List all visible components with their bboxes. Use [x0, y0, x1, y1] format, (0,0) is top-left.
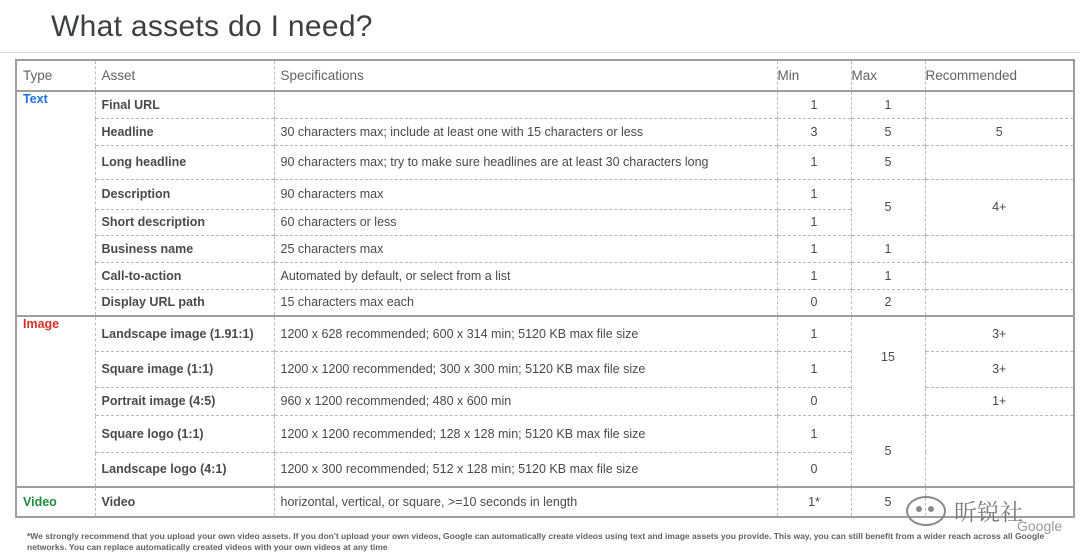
asset-min: 0 — [777, 289, 851, 316]
asset-name: Video — [95, 487, 274, 517]
asset-name: Call-to-action — [95, 262, 274, 289]
type-video-label: Video — [16, 487, 95, 517]
wechat-logo-icon — [906, 496, 946, 526]
asset-spec: 25 characters max — [274, 235, 777, 262]
asset-max: 5 — [851, 118, 925, 145]
table-row — [16, 262, 1074, 289]
asset-max: 5 — [851, 487, 925, 517]
asset-name: Long headline — [95, 145, 274, 179]
asset-recommended: 4+ — [925, 179, 1074, 235]
asset-min: 1 — [777, 235, 851, 262]
header-type: Type — [16, 60, 95, 91]
asset-min: 1 — [777, 209, 851, 235]
asset-max: 5 — [851, 179, 925, 235]
asset-min: 1 — [777, 262, 851, 289]
asset-min: 0 — [777, 387, 851, 415]
title-divider — [0, 52, 1080, 53]
asset-recommended — [925, 145, 1074, 179]
asset-min: 1 — [777, 415, 851, 452]
asset-recommended: 3+ — [925, 351, 1074, 387]
table-header-row — [16, 60, 1074, 91]
asset-max: 5 — [851, 415, 925, 487]
table-row — [16, 235, 1074, 262]
header-max: Max — [851, 60, 925, 91]
asset-name: Short description — [95, 209, 274, 235]
asset-spec — [274, 91, 777, 118]
asset-max: 5 — [851, 145, 925, 179]
asset-recommended — [925, 289, 1074, 316]
type-text-label: Text — [23, 92, 48, 106]
asset-spec: 15 characters max each — [274, 289, 777, 316]
asset-name: Final URL — [95, 91, 274, 118]
asset-min: 1 — [777, 316, 851, 351]
asset-name: Square logo (1:1) — [95, 415, 274, 452]
table-row — [16, 145, 1074, 179]
asset-name: Description — [95, 179, 274, 209]
asset-spec: 1200 x 300 recommended; 512 x 128 min; 5120 KB max file size — [274, 452, 777, 487]
table-row — [16, 91, 1074, 118]
asset-max: 1 — [851, 235, 925, 262]
asset-min: 1 — [777, 179, 851, 209]
asset-min: 3 — [777, 118, 851, 145]
asset-spec: 30 characters max; include at least one with 15 characters or less — [274, 118, 777, 145]
table-row — [16, 289, 1074, 316]
google-mark: Google — [1017, 518, 1063, 534]
table-row — [16, 118, 1074, 145]
asset-spec: 90 characters max — [274, 179, 777, 209]
asset-name: Landscape logo (4:1) — [95, 452, 274, 487]
asset-recommended — [925, 262, 1074, 289]
asset-name: Landscape image (1.91:1) — [95, 316, 274, 351]
asset-min: 1 — [777, 91, 851, 118]
asset-name: Display URL path — [95, 289, 274, 316]
asset-min: 1 — [777, 145, 851, 179]
footnote: *We strongly recommend that you upload your own video assets. If you don't upload your own videos, Google can automatically create videos using text and image assets you provide. This way, you can still benefit from a wider reach across all Google networks. You can replace automatically created videos with your own videos at any time — [27, 531, 1045, 552]
asset-recommended: 5 — [925, 118, 1074, 145]
header-min: Min — [777, 60, 851, 91]
asset-max: 1 — [851, 262, 925, 289]
asset-spec: 90 characters max; try to make sure headlines are at least 30 characters long — [274, 145, 777, 179]
wechat-watermark — [906, 494, 1023, 527]
table-row — [16, 316, 1074, 351]
asset-spec: horizontal, vertical, or square, >=10 seconds in length — [274, 487, 777, 517]
asset-spec: 1200 x 1200 recommended; 300 x 300 min; 5120 KB max file size — [274, 351, 777, 387]
asset-spec: Automated by default, or select from a list — [274, 262, 777, 289]
asset-spec: 1200 x 628 recommended; 600 x 314 min; 5120 KB max file size — [274, 316, 777, 351]
type-image-label: Image — [16, 316, 95, 487]
asset-spec: 960 x 1200 recommended; 480 x 600 min — [274, 387, 777, 415]
asset-recommended: 3+ — [925, 316, 1074, 351]
asset-min: 0 — [777, 452, 851, 487]
asset-min: 1 — [777, 351, 851, 387]
assets-table — [15, 59, 1075, 518]
asset-name: Portrait image (4:5) — [95, 387, 274, 415]
asset-spec: 1200 x 1200 recommended; 128 x 128 min; 5120 KB max file size — [274, 415, 777, 452]
watermark-text: 昕锐社 — [954, 500, 1023, 526]
asset-recommended — [925, 91, 1074, 118]
table-row — [16, 179, 1074, 209]
asset-min: 1* — [777, 487, 851, 517]
asset-recommended: 1+ — [925, 387, 1074, 415]
asset-recommended — [925, 235, 1074, 262]
page-title: What assets do I need? — [51, 10, 373, 43]
asset-max: 15 — [851, 316, 925, 415]
header-specifications: Specifications — [274, 60, 777, 91]
asset-name: Headline — [95, 118, 274, 145]
asset-max: 1 — [851, 91, 925, 118]
asset-max: 2 — [851, 289, 925, 316]
asset-spec: 60 characters or less — [274, 209, 777, 235]
asset-name: Square image (1:1) — [95, 351, 274, 387]
asset-recommended — [925, 415, 1074, 487]
table-row — [16, 415, 1074, 452]
header-recommended: Recommended — [925, 60, 1074, 91]
asset-name: Business name — [95, 235, 274, 262]
header-asset: Asset — [95, 60, 274, 91]
